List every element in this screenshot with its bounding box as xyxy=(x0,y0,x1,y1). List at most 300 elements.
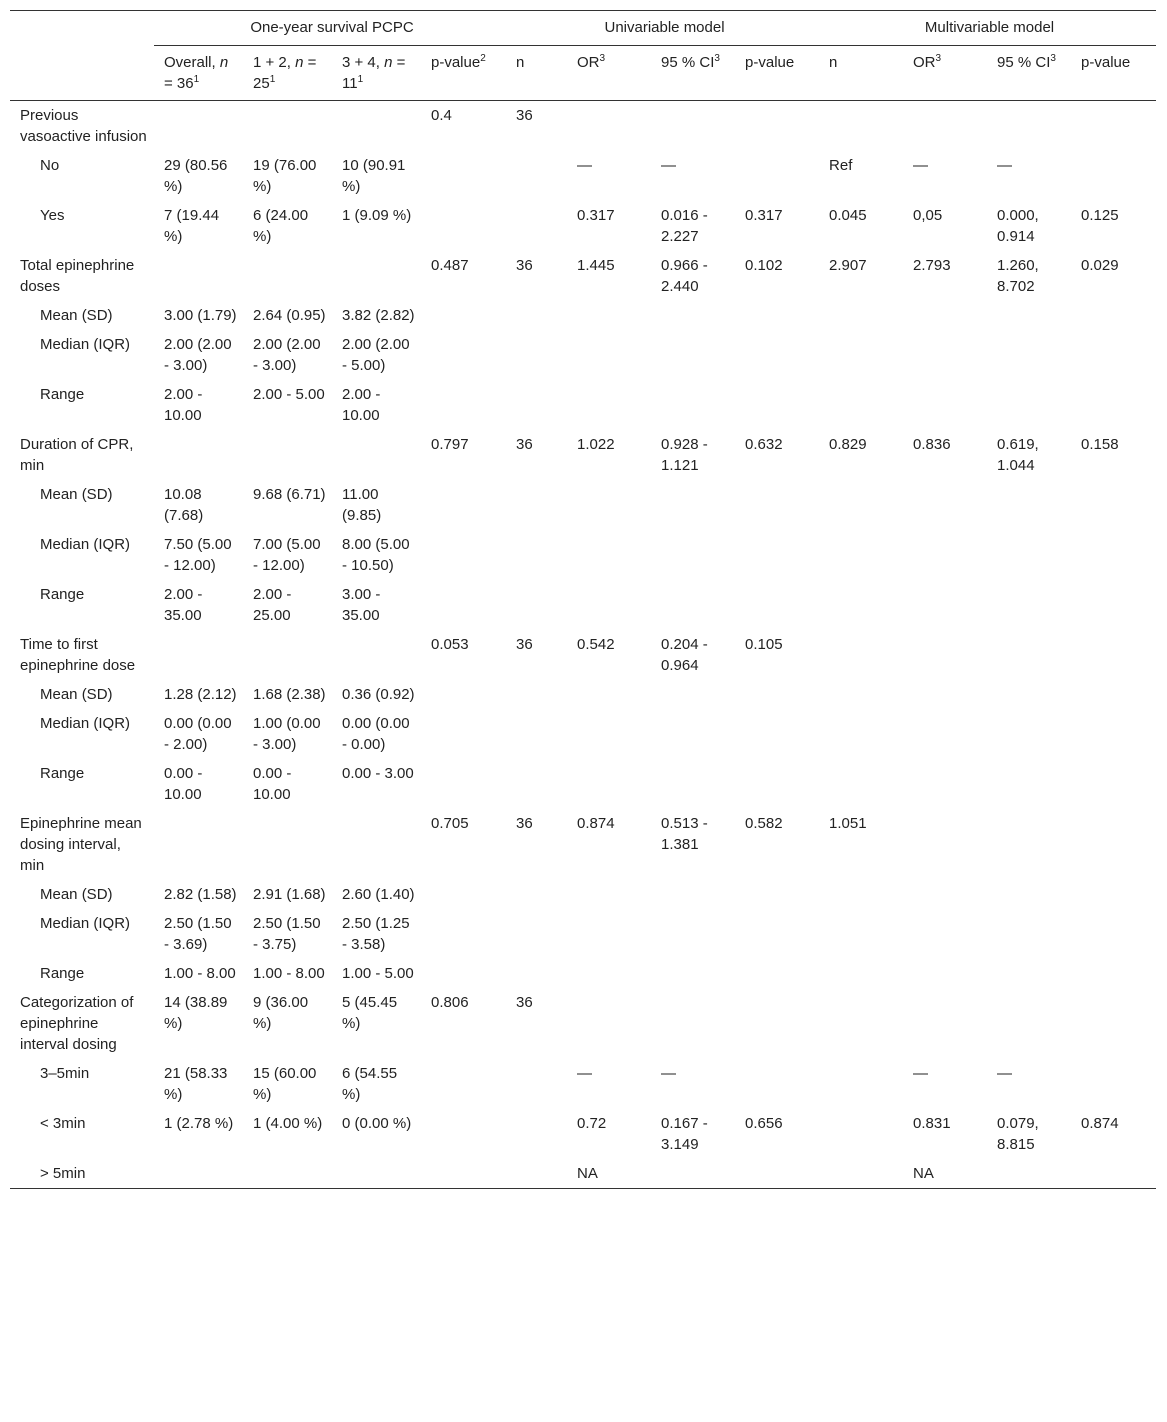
column-header-footnote: 2 xyxy=(480,53,486,64)
table-cell xyxy=(735,909,819,959)
column-header-text: 3 + 4, xyxy=(342,54,385,71)
table-cell xyxy=(819,759,903,809)
table-cell xyxy=(819,630,903,680)
column-header-text: p-value xyxy=(431,54,481,71)
table-cell xyxy=(567,709,651,759)
table-cell xyxy=(819,959,903,988)
column-header xyxy=(154,46,243,101)
table-cell xyxy=(903,330,987,380)
table-cell xyxy=(735,330,819,380)
table-cell xyxy=(651,580,735,630)
table-cell xyxy=(987,330,1071,380)
table-cell: 36 xyxy=(516,636,533,653)
table-cell: 3.00 (1.79) xyxy=(164,307,237,324)
table-cell: 0.582 xyxy=(745,815,783,832)
table-cell: — xyxy=(577,157,593,174)
table-cell: 2.50 (1.25 - 3.58) xyxy=(342,915,410,953)
table-cell xyxy=(819,1059,903,1109)
column-header-footnote: 3 xyxy=(935,53,942,64)
table-row xyxy=(10,909,1156,959)
table-cell: 1.260, 8.702 xyxy=(997,257,1039,295)
table-cell xyxy=(819,1109,903,1159)
column-header xyxy=(332,46,421,101)
table-cell xyxy=(903,880,987,909)
row-sublabel: Median (IQR) xyxy=(40,336,131,353)
row-sublabel: < 3min xyxy=(40,1115,86,1132)
table-cell: 0.836 xyxy=(913,436,951,453)
table-cell xyxy=(421,301,506,330)
table-cell: Ref xyxy=(829,157,853,174)
row-sublabel: Median (IQR) xyxy=(40,715,131,732)
column-header-row xyxy=(10,46,1156,101)
table-cell: 2.50 (1.50 - 3.69) xyxy=(164,915,232,953)
row-sublabel: Median (IQR) xyxy=(40,536,131,553)
table-cell: 11.00 (9.85) xyxy=(342,486,382,524)
column-header-text: p-value xyxy=(745,54,795,71)
column-header-text: 95 % CI xyxy=(661,54,715,71)
table-cell: 2.00 (2.00 - 3.00) xyxy=(164,336,232,374)
table-cell xyxy=(1071,880,1156,909)
table-cell xyxy=(506,1109,567,1159)
table-cell xyxy=(987,988,1071,1059)
table-cell xyxy=(243,630,332,680)
column-header xyxy=(243,46,332,101)
table-row xyxy=(10,959,1156,988)
table-cell xyxy=(735,988,819,1059)
table-cell xyxy=(421,759,506,809)
table-cell: 0.874 xyxy=(1081,1115,1119,1132)
table-cell: 7.00 (5.00 - 12.00) xyxy=(253,536,321,574)
table-cell xyxy=(903,480,987,530)
table-cell: 0.317 xyxy=(577,207,615,224)
table-cell: 0.029 xyxy=(1081,257,1119,274)
table-cell xyxy=(987,580,1071,630)
row-sublabel: No xyxy=(40,157,60,174)
table-cell xyxy=(987,101,1071,152)
table-cell: 15 (60.00 %) xyxy=(253,1065,317,1103)
table-row xyxy=(10,1159,1156,1189)
table-cell xyxy=(421,480,506,530)
table-cell xyxy=(506,580,567,630)
table-cell xyxy=(819,480,903,530)
table-cell xyxy=(567,301,651,330)
table-cell xyxy=(987,680,1071,709)
table-cell: 2.793 xyxy=(913,257,951,274)
table-cell: 2.50 (1.50 - 3.75) xyxy=(253,915,321,953)
table-cell xyxy=(1071,151,1156,201)
table-row xyxy=(10,1059,1156,1109)
table-cell: 0.797 xyxy=(431,436,469,453)
row-sublabel: Range xyxy=(40,386,85,403)
table-cell xyxy=(421,680,506,709)
column-header-rest: = 36 xyxy=(164,75,194,92)
table-cell xyxy=(154,101,243,152)
table-cell: 21 (58.33 %) xyxy=(164,1065,228,1103)
table-cell: 0.00 - 10.00 xyxy=(164,765,203,803)
table-cell xyxy=(987,480,1071,530)
table-cell xyxy=(819,680,903,709)
table-cell xyxy=(1071,380,1156,430)
table-cell xyxy=(735,380,819,430)
table-row xyxy=(10,1109,1156,1159)
table-cell: 0.102 xyxy=(745,257,783,274)
table-cell xyxy=(332,251,421,301)
column-header xyxy=(506,46,567,101)
table-cell xyxy=(819,1159,903,1189)
table-cell xyxy=(651,480,735,530)
table-cell: 0.053 xyxy=(431,636,469,653)
table-cell: — xyxy=(661,1065,677,1082)
table-cell: 2.00 - 10.00 xyxy=(342,386,381,424)
table-cell: 0.874 xyxy=(577,815,615,832)
table-row xyxy=(10,580,1156,630)
column-header-text: OR xyxy=(913,54,936,71)
table-cell: 5 (45.45 %) xyxy=(342,994,398,1032)
column-header-text: n xyxy=(516,54,525,71)
table-cell xyxy=(506,959,567,988)
table-cell xyxy=(651,959,735,988)
table-cell xyxy=(987,301,1071,330)
table-cell: 2.91 (1.68) xyxy=(253,886,326,903)
table-cell xyxy=(987,630,1071,680)
table-cell: 0.167 - 3.149 xyxy=(661,1115,708,1153)
column-header xyxy=(735,46,819,101)
table-cell xyxy=(651,759,735,809)
table-cell xyxy=(567,680,651,709)
table-cell: 2.82 (1.58) xyxy=(164,886,237,903)
table-cell: 7 (19.44 %) xyxy=(164,207,220,245)
table-cell xyxy=(903,909,987,959)
table-cell xyxy=(987,959,1071,988)
table-cell: 2.60 (1.40) xyxy=(342,886,415,903)
column-header xyxy=(987,46,1071,101)
table-cell: 6 (24.00 %) xyxy=(253,207,309,245)
table-cell xyxy=(567,759,651,809)
table-cell xyxy=(735,530,819,580)
table-cell: 0.36 (0.92) xyxy=(342,686,415,703)
table-cell xyxy=(506,709,567,759)
table-cell: 0.00 (0.00 - 2.00) xyxy=(164,715,232,753)
table-cell: 0.00 - 10.00 xyxy=(253,765,292,803)
table-cell xyxy=(819,580,903,630)
table-cell: 2.00 - 25.00 xyxy=(253,586,292,624)
table-cell: 0.632 xyxy=(745,436,783,453)
column-header-footnote: 3 xyxy=(1050,53,1056,64)
table-cell xyxy=(735,480,819,530)
table-cell xyxy=(506,330,567,380)
table-row xyxy=(10,530,1156,580)
table-cell xyxy=(1071,580,1156,630)
table-cell xyxy=(1071,1059,1156,1109)
table-cell: 2.00 (2.00 - 3.00) xyxy=(253,336,321,374)
table-cell xyxy=(154,809,243,880)
table-cell xyxy=(735,1059,819,1109)
table-cell: 19 (76.00 %) xyxy=(253,157,317,195)
table-cell: 29 (80.56 %) xyxy=(164,157,228,195)
table-cell: 36 xyxy=(516,994,533,1011)
table-cell xyxy=(154,251,243,301)
table-cell: 0.317 xyxy=(745,207,783,224)
table-cell xyxy=(567,530,651,580)
table-cell xyxy=(506,1159,567,1189)
table-cell xyxy=(651,380,735,430)
column-header xyxy=(651,46,735,101)
table-cell xyxy=(987,809,1071,880)
table-cell xyxy=(651,101,735,152)
column-header xyxy=(819,46,903,101)
table-cell xyxy=(903,680,987,709)
column-header-text: Overall, xyxy=(164,54,220,71)
table-cell xyxy=(567,909,651,959)
table-cell xyxy=(651,709,735,759)
table-cell: 2.00 - 35.00 xyxy=(164,586,203,624)
table-cell xyxy=(651,680,735,709)
group-header-survival: One-year survival PCPC xyxy=(154,11,506,46)
table-cell xyxy=(243,1159,332,1189)
table-row xyxy=(10,251,1156,301)
table-cell xyxy=(421,880,506,909)
column-header-italic: n xyxy=(384,54,393,71)
table-cell: 0.656 xyxy=(745,1115,783,1132)
table-cell: 1.445 xyxy=(577,257,615,274)
table-cell xyxy=(735,759,819,809)
table-body xyxy=(10,101,1156,1189)
table-row xyxy=(10,430,1156,480)
row-sublabel: Yes xyxy=(40,207,65,224)
table-cell: 7.50 (5.00 - 12.00) xyxy=(164,536,232,574)
column-header xyxy=(903,46,987,101)
table-cell: NA xyxy=(903,1159,987,1189)
column-header-text: 1 + 2, xyxy=(253,54,296,71)
table-cell: 1 (9.09 %) xyxy=(342,207,412,224)
table-cell: 1.28 (2.12) xyxy=(164,686,237,703)
column-header-footnote: 3 xyxy=(599,53,606,64)
table-cell: 1.00 - 8.00 xyxy=(164,965,236,982)
table-cell xyxy=(421,530,506,580)
table-cell: 0.513 - 1.381 xyxy=(661,815,708,853)
table-cell: 2.00 (2.00 - 5.00) xyxy=(342,336,410,374)
table-cell: 0.079, 8.815 xyxy=(997,1115,1039,1153)
table-row xyxy=(10,988,1156,1059)
column-header-italic: n xyxy=(219,54,229,71)
table-cell xyxy=(903,380,987,430)
table-row xyxy=(10,709,1156,759)
table-cell xyxy=(567,101,651,152)
header-empty-cell xyxy=(10,46,154,101)
table-row xyxy=(10,201,1156,251)
column-header xyxy=(421,46,506,101)
table-cell xyxy=(819,530,903,580)
table-cell xyxy=(332,101,421,152)
table-cell xyxy=(1071,709,1156,759)
column-header-text: OR xyxy=(577,54,600,71)
table-cell xyxy=(987,759,1071,809)
table-cell xyxy=(332,809,421,880)
table-cell: 0.831 xyxy=(913,1115,951,1132)
table-cell: 36 xyxy=(516,107,533,124)
table-cell xyxy=(735,301,819,330)
table-cell xyxy=(506,301,567,330)
table-cell xyxy=(819,880,903,909)
table-cell xyxy=(987,380,1071,430)
table-cell xyxy=(154,430,243,480)
table-cell xyxy=(421,380,506,430)
table-cell xyxy=(1071,909,1156,959)
table-cell xyxy=(154,1159,243,1189)
table-cell xyxy=(987,880,1071,909)
table-row xyxy=(10,151,1156,201)
results-table-container xyxy=(10,10,1156,1189)
table-cell xyxy=(421,1159,506,1189)
column-header-text: n xyxy=(829,54,838,71)
table-cell xyxy=(1071,530,1156,580)
table-cell: 0.4 xyxy=(431,107,452,124)
table-cell xyxy=(154,630,243,680)
table-cell: 1 (2.78 %) xyxy=(164,1115,234,1132)
results-table xyxy=(10,10,1156,1189)
row-label: Time to first epinephrine dose xyxy=(20,636,136,674)
table-cell xyxy=(735,151,819,201)
table-row xyxy=(10,680,1156,709)
table-cell xyxy=(332,1159,421,1189)
row-label: Total epinephrine doses xyxy=(20,257,135,295)
row-label: Categorization of epinephrine interval dosing xyxy=(20,994,134,1053)
column-header xyxy=(1071,46,1156,101)
table-cell: 6 (54.55 %) xyxy=(342,1065,398,1103)
table-cell: 0.966 - 2.440 xyxy=(661,257,708,295)
row-sublabel: Mean (SD) xyxy=(40,486,113,503)
table-cell xyxy=(1071,480,1156,530)
table-cell xyxy=(819,330,903,380)
table-cell xyxy=(1071,330,1156,380)
row-sublabel: Median (IQR) xyxy=(40,915,131,932)
table-cell xyxy=(506,151,567,201)
row-sublabel: Range xyxy=(40,965,85,982)
table-cell xyxy=(903,580,987,630)
table-cell xyxy=(819,909,903,959)
table-cell xyxy=(735,1159,819,1189)
table-cell xyxy=(819,380,903,430)
table-cell: — xyxy=(997,1065,1013,1082)
table-cell xyxy=(819,988,903,1059)
table-cell: 0.105 xyxy=(745,636,783,653)
table-cell xyxy=(1071,759,1156,809)
table-cell xyxy=(1071,301,1156,330)
table-cell: 1 (4.00 %) xyxy=(253,1115,323,1132)
table-cell xyxy=(651,301,735,330)
group-header-multivariable: Multivariable model xyxy=(819,11,1156,46)
table-cell xyxy=(421,909,506,959)
table-cell xyxy=(903,959,987,988)
table-cell xyxy=(735,680,819,709)
table-cell xyxy=(506,909,567,959)
table-cell xyxy=(903,530,987,580)
table-cell xyxy=(903,301,987,330)
table-cell xyxy=(903,101,987,152)
header-group-row xyxy=(10,11,1156,46)
column-header-footnote: 1 xyxy=(357,74,364,85)
table-row xyxy=(10,480,1156,530)
table-cell: 0.542 xyxy=(577,636,615,653)
table-cell xyxy=(567,880,651,909)
table-cell xyxy=(332,430,421,480)
table-cell xyxy=(567,580,651,630)
row-sublabel: Mean (SD) xyxy=(40,886,113,903)
table-cell xyxy=(651,330,735,380)
table-cell xyxy=(567,988,651,1059)
table-row xyxy=(10,301,1156,330)
row-label: Epinephrine mean dosing interval, min xyxy=(20,815,142,874)
table-cell xyxy=(735,959,819,988)
table-row xyxy=(10,880,1156,909)
table-cell xyxy=(651,530,735,580)
table-row xyxy=(10,101,1156,152)
table-cell: 36 xyxy=(516,257,533,274)
table-cell: 36 xyxy=(516,815,533,832)
table-cell: 1.00 (0.00 - 3.00) xyxy=(253,715,321,753)
table-cell xyxy=(421,1059,506,1109)
table-cell: 36 xyxy=(516,436,533,453)
table-cell: 0.619, 1.044 xyxy=(997,436,1039,474)
table-cell xyxy=(819,101,903,152)
table-cell xyxy=(567,959,651,988)
table-cell xyxy=(1071,101,1156,152)
table-row xyxy=(10,759,1156,809)
table-cell xyxy=(903,709,987,759)
table-cell xyxy=(651,988,735,1059)
column-header-text: p-value xyxy=(1081,54,1131,71)
column-header-rest: = 11 xyxy=(342,54,406,92)
row-sublabel: > 5min xyxy=(10,1159,154,1189)
table-cell: 3.00 - 35.00 xyxy=(342,586,381,624)
table-cell: 0.00 (0.00 - 0.00) xyxy=(342,715,410,753)
table-cell: 0.000, 0.914 xyxy=(997,207,1039,245)
table-cell: 3.82 (2.82) xyxy=(342,307,415,324)
table-cell xyxy=(651,880,735,909)
column-header-rest: = 25 xyxy=(253,54,317,92)
table-cell xyxy=(903,759,987,809)
table-cell: 1.051 xyxy=(829,815,867,832)
table-cell xyxy=(506,380,567,430)
table-cell xyxy=(421,151,506,201)
table-cell xyxy=(421,580,506,630)
row-sublabel: Mean (SD) xyxy=(40,686,113,703)
table-cell xyxy=(987,1159,1071,1189)
table-cell xyxy=(332,630,421,680)
table-cell: 0.72 xyxy=(577,1115,607,1132)
table-cell xyxy=(903,630,987,680)
column-header-footnote: 3 xyxy=(714,53,720,64)
table-cell xyxy=(651,1159,735,1189)
table-cell xyxy=(506,530,567,580)
table-cell xyxy=(506,759,567,809)
table-cell: 1.68 (2.38) xyxy=(253,686,326,703)
table-cell: 2.64 (0.95) xyxy=(253,307,326,324)
table-cell: — xyxy=(661,157,677,174)
table-cell xyxy=(243,809,332,880)
table-cell xyxy=(421,709,506,759)
table-cell xyxy=(506,1059,567,1109)
table-cell xyxy=(421,330,506,380)
table-cell xyxy=(735,880,819,909)
table-cell xyxy=(243,101,332,152)
table-cell xyxy=(903,809,987,880)
table-cell xyxy=(1071,680,1156,709)
table-cell xyxy=(1071,809,1156,880)
table-cell xyxy=(421,959,506,988)
table-cell: 2.00 - 10.00 xyxy=(164,386,203,424)
header-empty-cell xyxy=(10,11,154,46)
